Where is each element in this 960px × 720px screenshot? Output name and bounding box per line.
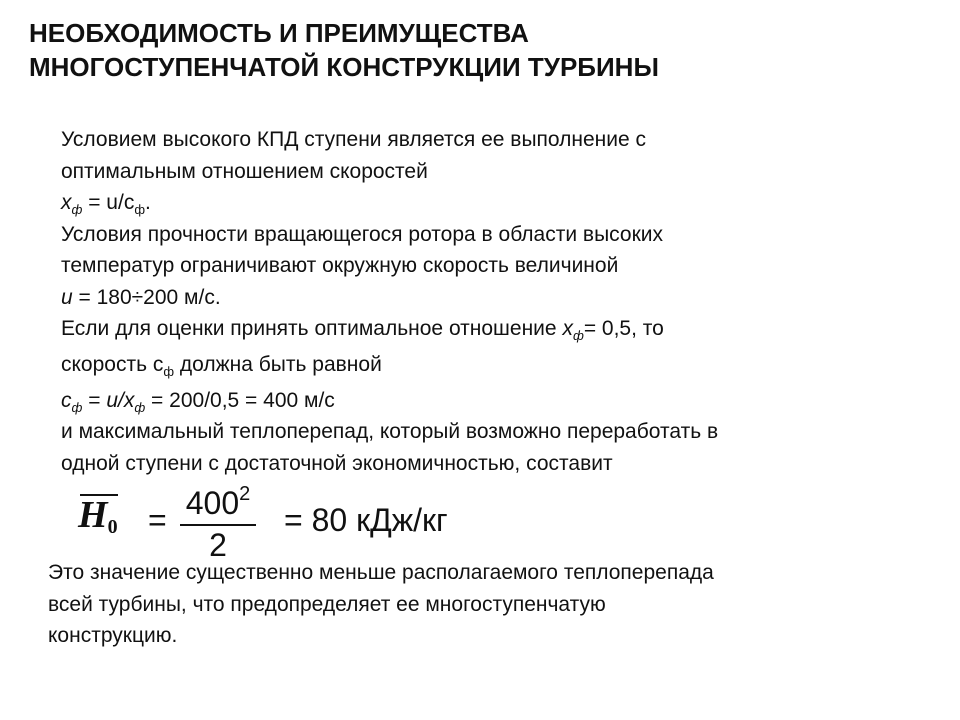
formula-result: = 80 кДж/кг (284, 502, 448, 538)
var-x: x (61, 191, 72, 214)
slide-title-line-1: НЕОБХОДИМОСТЬ И ПРЕИМУЩЕСТВА (29, 18, 529, 48)
text-line-6 (61, 282, 931, 314)
sub-f-2: ф (134, 202, 146, 217)
formula-numerator (180, 484, 256, 522)
var-u-2: u (106, 388, 118, 412)
slide-title (29, 16, 929, 84)
formula-equals: = (148, 502, 167, 538)
speed-range: = 180÷200 м/с. (72, 285, 221, 309)
text-line-7-a: Если для оценки принять оптимальное отношение (61, 317, 563, 340)
formula-fraction-bar (180, 524, 256, 526)
conclusion-line-3: конструкцию. (48, 624, 178, 647)
period: . (145, 191, 151, 214)
conclusion-line-2: всей турбины, что предопределяет ее многоступенчатую (48, 592, 606, 616)
slide-title-line-2: МНОГОСТУПЕНЧАТОЙ КОНСТРУКЦИИ ТУРБИНЫ (29, 52, 659, 82)
sub-f-3: ф (572, 328, 584, 343)
formula-num-exp: 2 (239, 483, 251, 505)
text-line-1: Условием высокого КПД ступени является ее выполнение с (61, 128, 647, 151)
main-text (61, 124, 931, 479)
text-line-9 (61, 385, 931, 417)
sub-f: ф (71, 202, 83, 217)
text-line-7 (61, 313, 931, 345)
text-line-10: и максимальный теплоперепад, который возможно переработать в (61, 420, 719, 443)
speed-result: = 200/0,5 = 400 м/с (145, 388, 335, 412)
slash: / (118, 388, 124, 412)
text-line-8-b: должна быть равной (174, 352, 382, 376)
sub-f-4: ф (163, 363, 175, 379)
var-c: c (61, 388, 72, 412)
text-line-4: Условия прочности вращающегося ротора в области высоких (61, 222, 663, 246)
text-line-2: оптимальным отношением скоростей (61, 159, 428, 183)
sub-f-6: ф (134, 399, 146, 415)
eq-sign: = (82, 388, 107, 412)
text-line-8 (61, 345, 931, 385)
formula-h-sub: 0 (107, 516, 118, 538)
text-line-8-a: скорость с (61, 352, 164, 376)
sub-f-5: ф (71, 399, 83, 415)
text-line-11: одной ступени с достаточной экономичностью, составит (61, 451, 613, 475)
conclusion-text (48, 557, 918, 652)
formula-lhs (78, 494, 118, 538)
formula-denominator: 2 (209, 527, 227, 563)
conclusion-line-1: Это значение существенно меньше располагаемого теплоперепада (48, 561, 714, 584)
text-line-3 (61, 187, 931, 219)
var-x-2: x (562, 317, 573, 340)
formula-fraction (180, 484, 256, 562)
formula-h: H (78, 494, 108, 536)
text-line-5: температур ограничивают окружную скорость величиной (61, 254, 619, 277)
var-x-3: x (123, 388, 135, 412)
heat-drop-formula (78, 483, 498, 563)
formula-num-base: 400 (185, 485, 240, 521)
var-u: u (61, 285, 73, 309)
ratio-text: = u/c (82, 191, 135, 214)
text-line-7-b: = 0,5, то (583, 317, 664, 340)
